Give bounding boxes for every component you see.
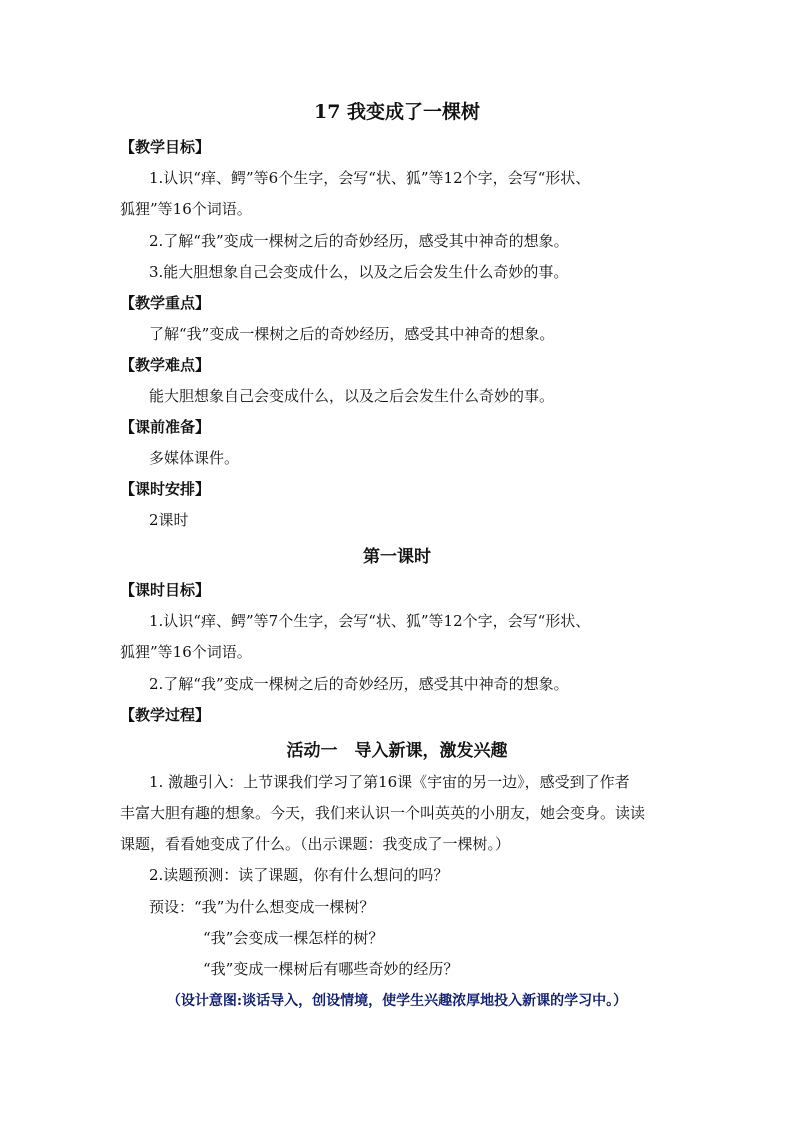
- design-intent: [0, 990, 794, 1010]
- preparation-text: 多媒体课件。: [149, 449, 240, 467]
- step-1-line1: 1. 激趣引入：上节课我们学习了第16课《宇宙的另一边》，感受到了作者: [149, 773, 630, 791]
- lesson-goal-2: 2.了解“我”变成一棵树之后的奇妙经历，感受其中神奇的想象。: [149, 675, 569, 693]
- teaching-goal-3: 3.能大胆想象自己会变成什么，以及之后会发生什么奇妙的事。: [149, 263, 569, 281]
- step-1-line2: 丰富大胆有趣的想象。今天，我们来认识一个叫英英的小朋友，她会变身。读读: [120, 804, 646, 822]
- design-intent-text: 谈话导入，创设情境，使学生兴趣浓厚地投入新课的学习中。）: [242, 993, 628, 1009]
- design-open-paren: （: [166, 993, 181, 1009]
- teaching-process-heading: 【教学过程】: [120, 706, 211, 724]
- key-points-heading: 【教学重点】: [120, 294, 211, 312]
- preparation-heading: 【课前准备】: [120, 418, 211, 436]
- preset-1: 预设：“我”为什么想变成一棵树？: [149, 898, 375, 916]
- lesson-goals-heading: 【课时目标】: [120, 581, 211, 599]
- lesson-one-title: 第一课时: [363, 547, 431, 567]
- activity-one-title: 活动一 导入新课，激发兴趣: [286, 741, 508, 761]
- design-intent-label: 设计意图:: [180, 993, 243, 1009]
- teaching-goal-1-line2: 狐狸”等16个词语。: [120, 200, 252, 218]
- teaching-goals-heading: 【教学目标】: [120, 138, 211, 156]
- page-title: 17 我变成了一棵树: [313, 101, 481, 123]
- schedule-heading: 【课时安排】: [120, 480, 211, 498]
- preset-3: “我”变成一棵树后有哪些奇妙的经历？: [203, 960, 459, 978]
- key-points-text: 了解“我”变成一棵树之后的奇妙经历，感受其中神奇的想象。: [149, 325, 555, 343]
- lesson-goal-1-line1: 1.认识“痒、鳄”等7个生字，会写“状、狐”等12个字，会写“形状、: [149, 612, 591, 630]
- lesson-goal-1-line2: 狐狸”等16个词语。: [120, 643, 252, 661]
- preset-2: “我”会变成一棵怎样的树？: [203, 929, 384, 947]
- step-2: 2.读题预测：读了课题，你有什么想问的吗？: [149, 866, 449, 884]
- step-1-line3: 课题，看看她变成了什么。（出示课题：我变成了一棵树。）: [120, 835, 511, 853]
- teaching-goal-1-line1: 1.认识“痒、鳄”等6个生字，会写“状、狐”等12个字，会写“形状、: [149, 169, 591, 187]
- schedule-text: 2课时: [149, 511, 189, 529]
- teaching-goal-2: 2.了解“我”变成一棵树之后的奇妙经历，感受其中神奇的想象。: [149, 232, 569, 250]
- difficulty-heading: 【教学难点】: [120, 356, 211, 374]
- difficulty-text: 能大胆想象自己会变成什么，以及之后会发生什么奇妙的事。: [149, 387, 555, 405]
